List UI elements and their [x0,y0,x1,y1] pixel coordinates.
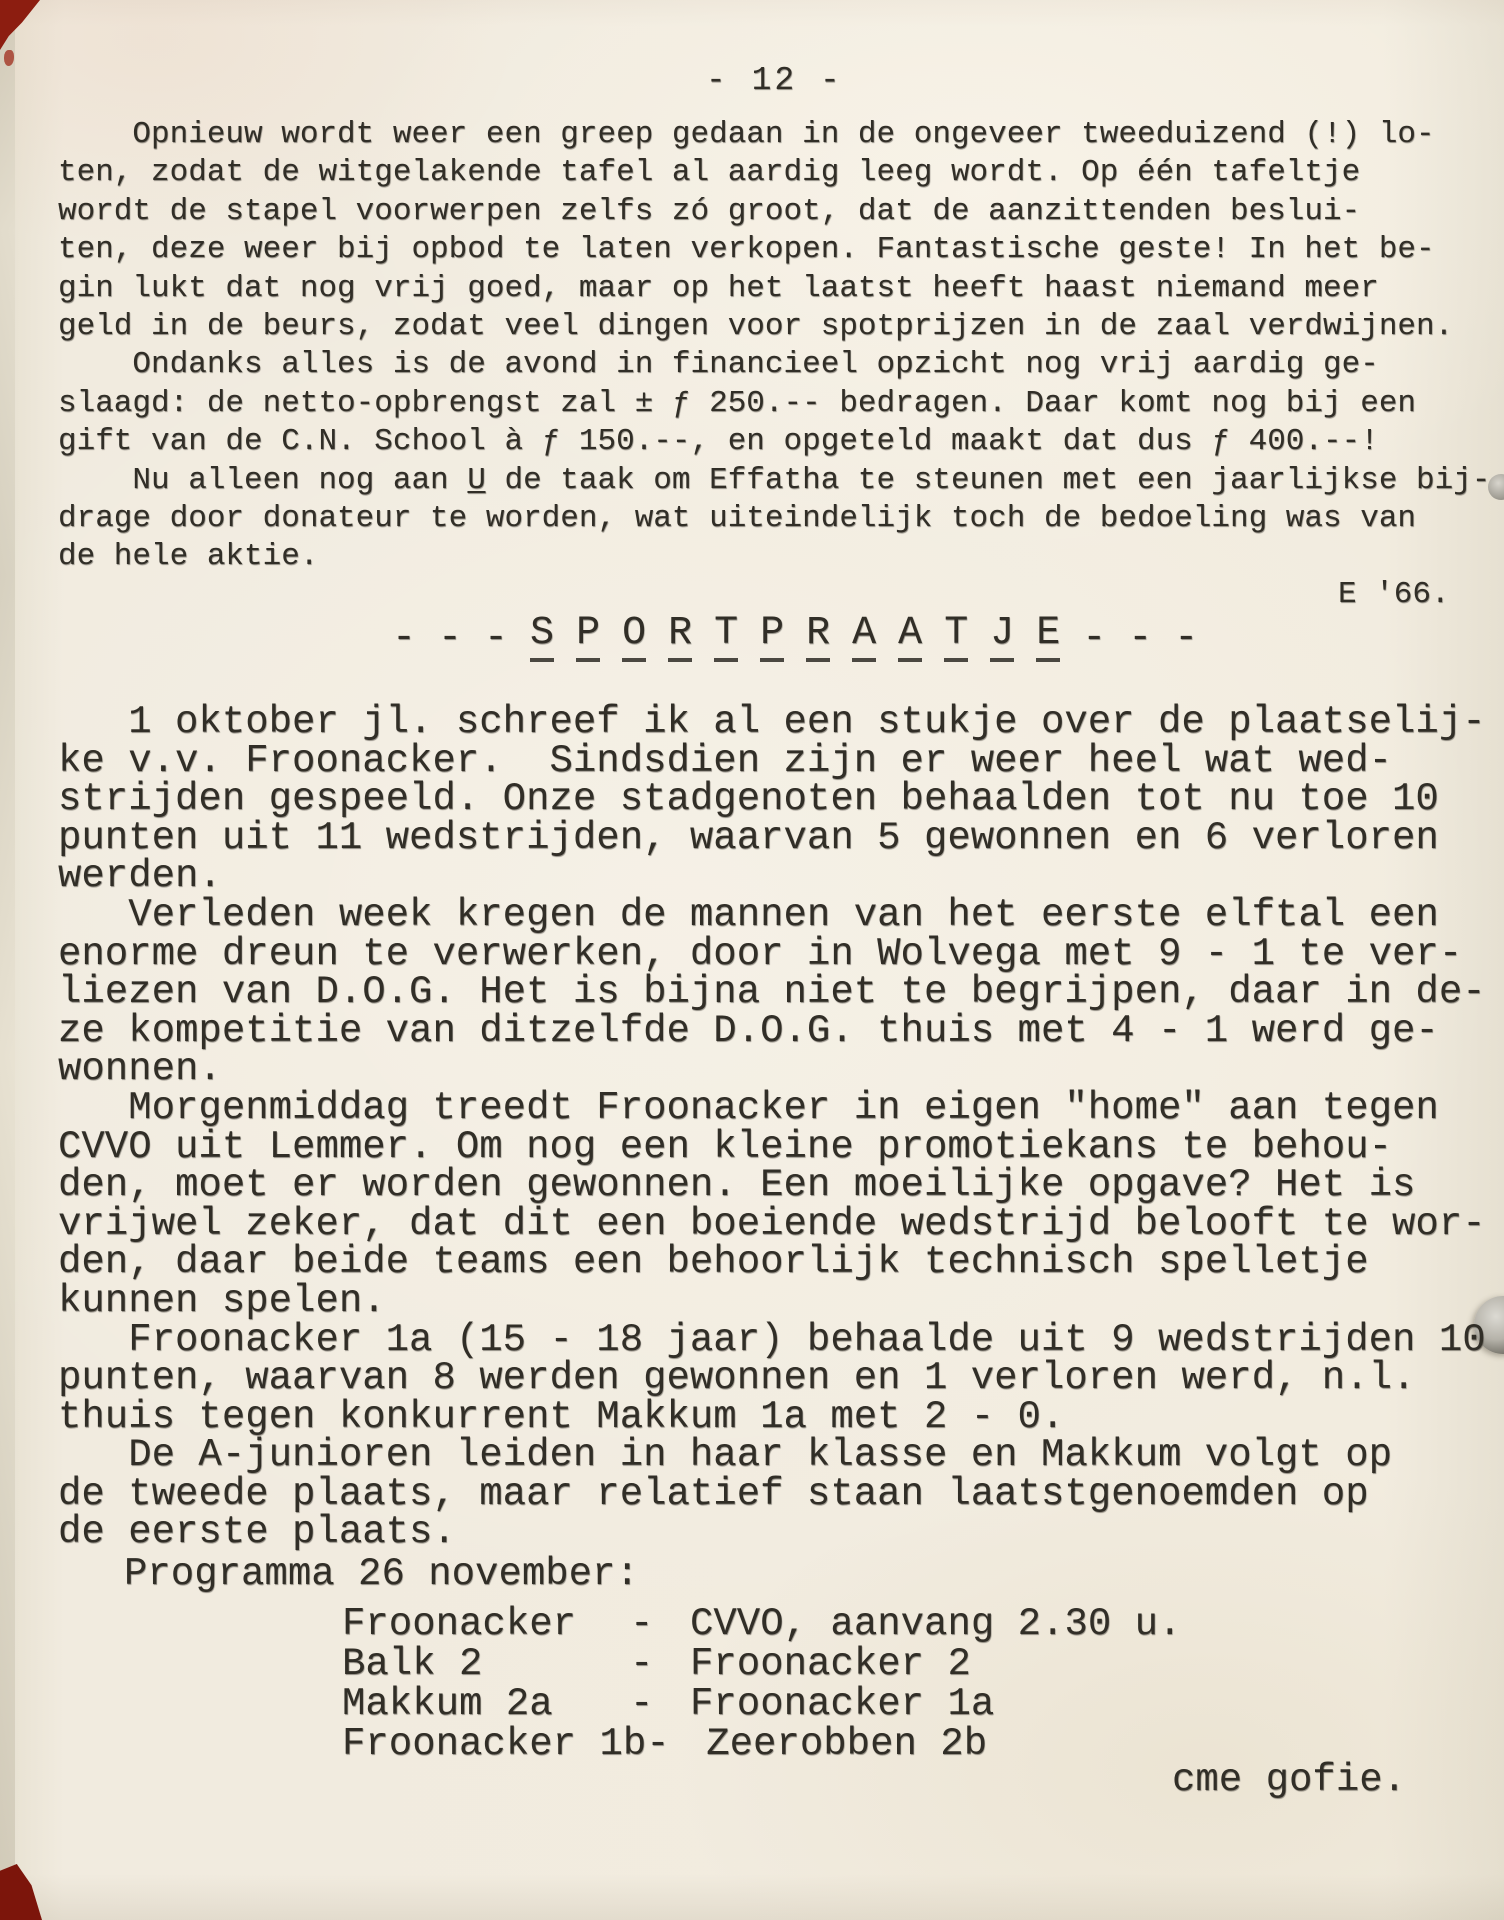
match-separator: - [646,1722,670,1766]
heading-dash: - [1174,616,1199,661]
text-line: drage door donateur te worden, wat uiteindelijk toch de bedoeling was van [58,500,1417,536]
text-line: den, daar beide teams een behoorlijk technisch spelletje [58,1240,1369,1285]
text-line: Nu alleen nog aan U̲ de taak om Effatha te steunen met een jaarlijkse bij- [58,462,1491,498]
match-separator: - [630,1602,654,1646]
match-separator: - [630,1642,654,1686]
page-number: - 12 - [706,62,843,99]
match-home-team: Makkum 2a [342,1682,553,1726]
text-line: punten, waarvan 8 werden gewonnen en 1 verloren werd, n.l. [58,1356,1416,1401]
text-line: de tweede plaats, maar relatief staan laatstgenoemden op [58,1471,1369,1516]
text-line: Morgenmiddag treedt Froonacker in eigen "home" aan tegen [58,1085,1439,1130]
text-line: enorme dreun te verwerken, door in Wolvega met 9 - 1 te ver- [58,931,1463,976]
match-home-team: Froonacker 1b [342,1722,647,1766]
heading-letter: P [576,614,600,662]
text-line: CVVO uit Lemmer. Om nog een kleine promotiekans te behou- [58,1124,1393,1169]
match-away-team: Froonacker 2 [690,1642,971,1686]
heading-letter: A [852,614,876,662]
text-line: gift van de C.N. School à ƒ 150.--, en opgeteld maakt dat dus ƒ 400.--! [58,424,1379,460]
text-line: Ondanks alles is de avond in financieel opzicht nog vrij aardig ge- [58,347,1379,383]
match-row [342,1604,1181,1644]
text-line: den, moet er worden gewonnen. Een moeilijke opgave? Het is [58,1163,1416,1208]
text-line: slaagd: de netto-opbrengst zal ± ƒ 250.-- bedragen. Daar komt nog bij een [58,385,1417,421]
match-away-team: Zeerobben 2b [706,1722,988,1766]
text-line: ten, deze weer bij opbod te laten verkopen. Fantastische geste! In het be- [58,232,1435,268]
text-line: thuis tegen konkurrent Makkum 1a met 2 - 0. [58,1394,1065,1439]
heading-letter: R [806,614,830,662]
text-line: de eerste plaats. [58,1510,456,1555]
heading-letter: S [530,614,554,662]
text-line: Opnieuw wordt weer een greep gedaan in de ongeveer tweeduizend (!) lo- [58,117,1435,152]
text-line: ten, zodat de witgelakende tafel al aardig leeg wordt. Op één tafeltje [58,155,1361,191]
match-away-team: CVVO, aanvang 2.30 u. [690,1602,1182,1646]
heading-letter: T [944,614,968,662]
text-line: liezen van D.O.G. Het is bijna niet te begrijpen, daar in de- [58,970,1486,1015]
heading-letter: R [668,614,692,662]
text-line: kunnen spelen. [58,1278,386,1323]
heading-dash: - [392,616,417,661]
match-row [342,1724,1181,1764]
heading-letter: P [760,614,784,662]
text-line: wordt de stapel voorwerpen zelfs zó groot, dat de aanzittenden beslui- [58,193,1361,229]
program-title: Programma 26 november: [124,1552,639,1596]
text-line: punten uit 11 wedstrijden, waarvan 5 gewonnen en 6 verloren [58,815,1439,860]
text-line: Froonacker 1a (15 - 18 jaar) behaalde uit 9 wedstrijden 10 [58,1317,1486,1362]
heading-letter: A [898,614,922,662]
text-line: strijden gespeeld. Onze stadgenoten behaalden tot nu toe 10 [58,777,1439,822]
text-line: wonnen. [58,1047,222,1092]
intro-paragraphs [58,116,1490,577]
sport-signature: cme gofie. [1172,1758,1407,1802]
match-row [342,1684,1181,1724]
heading-dash: - [1082,616,1107,661]
text-line: gin lukt dat nog vrij goed, maar op het laatst heeft haast niemand meer [58,270,1379,306]
text-line: ze kompetitie van ditzelfde D.O.G. thuis met 4 - 1 werd ge- [58,1008,1439,1053]
text-line: de hele aktie. [58,539,319,575]
text-line: vrijwel zeker, dat dit een boeiende wedstrijd belooft te wor- [58,1201,1486,1246]
text-line: ke v.v. Froonacker. Sindsdien zijn er weer heel wat wed- [58,738,1393,783]
heading-letter: T [714,614,738,662]
red-corner-mark-bottom [0,1864,42,1920]
intro-signature: E '66. [1338,577,1450,612]
match-list [342,1604,1181,1764]
heading-letter: J [990,614,1014,662]
text-line: Verleden week kregen de mannen van het eerste elftal een [58,892,1439,937]
text-line: 1 oktober jl. schreef ik al een stukje over de plaatselij- [58,700,1486,744]
match-row [342,1644,1181,1684]
heading-letter: E [1036,614,1060,662]
match-home-team: Balk 2 [342,1642,483,1686]
heading-dash: - [1128,616,1153,661]
text-line: werden. [58,854,222,899]
text-line: De A-junioren leiden in haar klasse en Makkum volgt op [58,1433,1393,1478]
match-home-team: Froonacker [342,1602,577,1646]
scan-left-edge [0,0,15,1920]
heading-dash: - [484,616,509,661]
heading-letter: O [622,614,646,662]
heading-dash: - [438,616,463,661]
sport-paragraphs [58,700,1486,1555]
text-line: geld in de beurs, zodat veel dingen voor spotprijzen in de zaal verdwijnen. [58,308,1454,344]
match-away-team: Froonacker 1a [690,1682,995,1726]
sportpraatje-heading [392,611,1199,662]
match-separator: - [630,1682,654,1726]
